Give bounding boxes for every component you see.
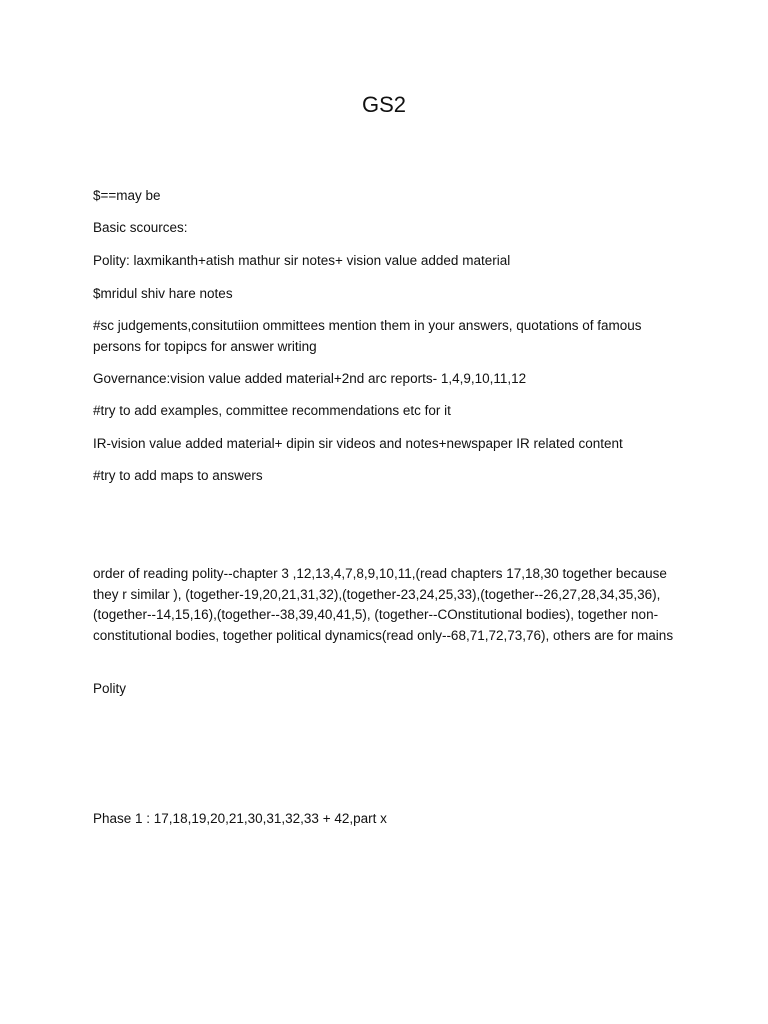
phase-line: Phase 1 : 17,18,19,20,21,30,31,32,33 + 42,part x	[93, 811, 387, 826]
note-line: IR-vision value added material+ dipin sir videos and notes+newspaper IR related content	[93, 436, 623, 451]
note-line: #sc judgements,consitutiion ommittees mention them in your answers, quotations of famous persons for topipcs for answer writing	[93, 318, 642, 354]
note-line: #try to add maps to answers	[93, 468, 263, 483]
note-line: $mridul shiv hare notes	[93, 286, 233, 301]
document-title: GS2	[361, 92, 407, 117]
note-line: #try to add examples, committee recommendations etc for it	[93, 403, 451, 418]
reading-order-paragraph: order of reading polity--chapter 3 ,12,13,4,7,8,9,10,11,(read chapters 17,18,30 together because they r similar ), (together-19,20,21,31,32),(together-23,24,25,33),(together--26,27,28,34,35,36),(together--14,15,16),(together--38,39,40,41,5), (together--COnstitutional bodies), together non-constitutional bodies, together political dynamics(read only--68,71,72,73,76), others are for mains	[93, 566, 674, 643]
section-label: Polity	[93, 681, 127, 696]
note-line: Basic scources:	[93, 220, 188, 235]
note-line: Polity: laxmikanth+atish mathur sir notes+ vision value added material	[93, 253, 511, 268]
note-line: $==may be	[93, 188, 161, 203]
note-line: Governance:vision value added material+2nd arc reports- 1,4,9,10,11,12	[93, 371, 527, 386]
